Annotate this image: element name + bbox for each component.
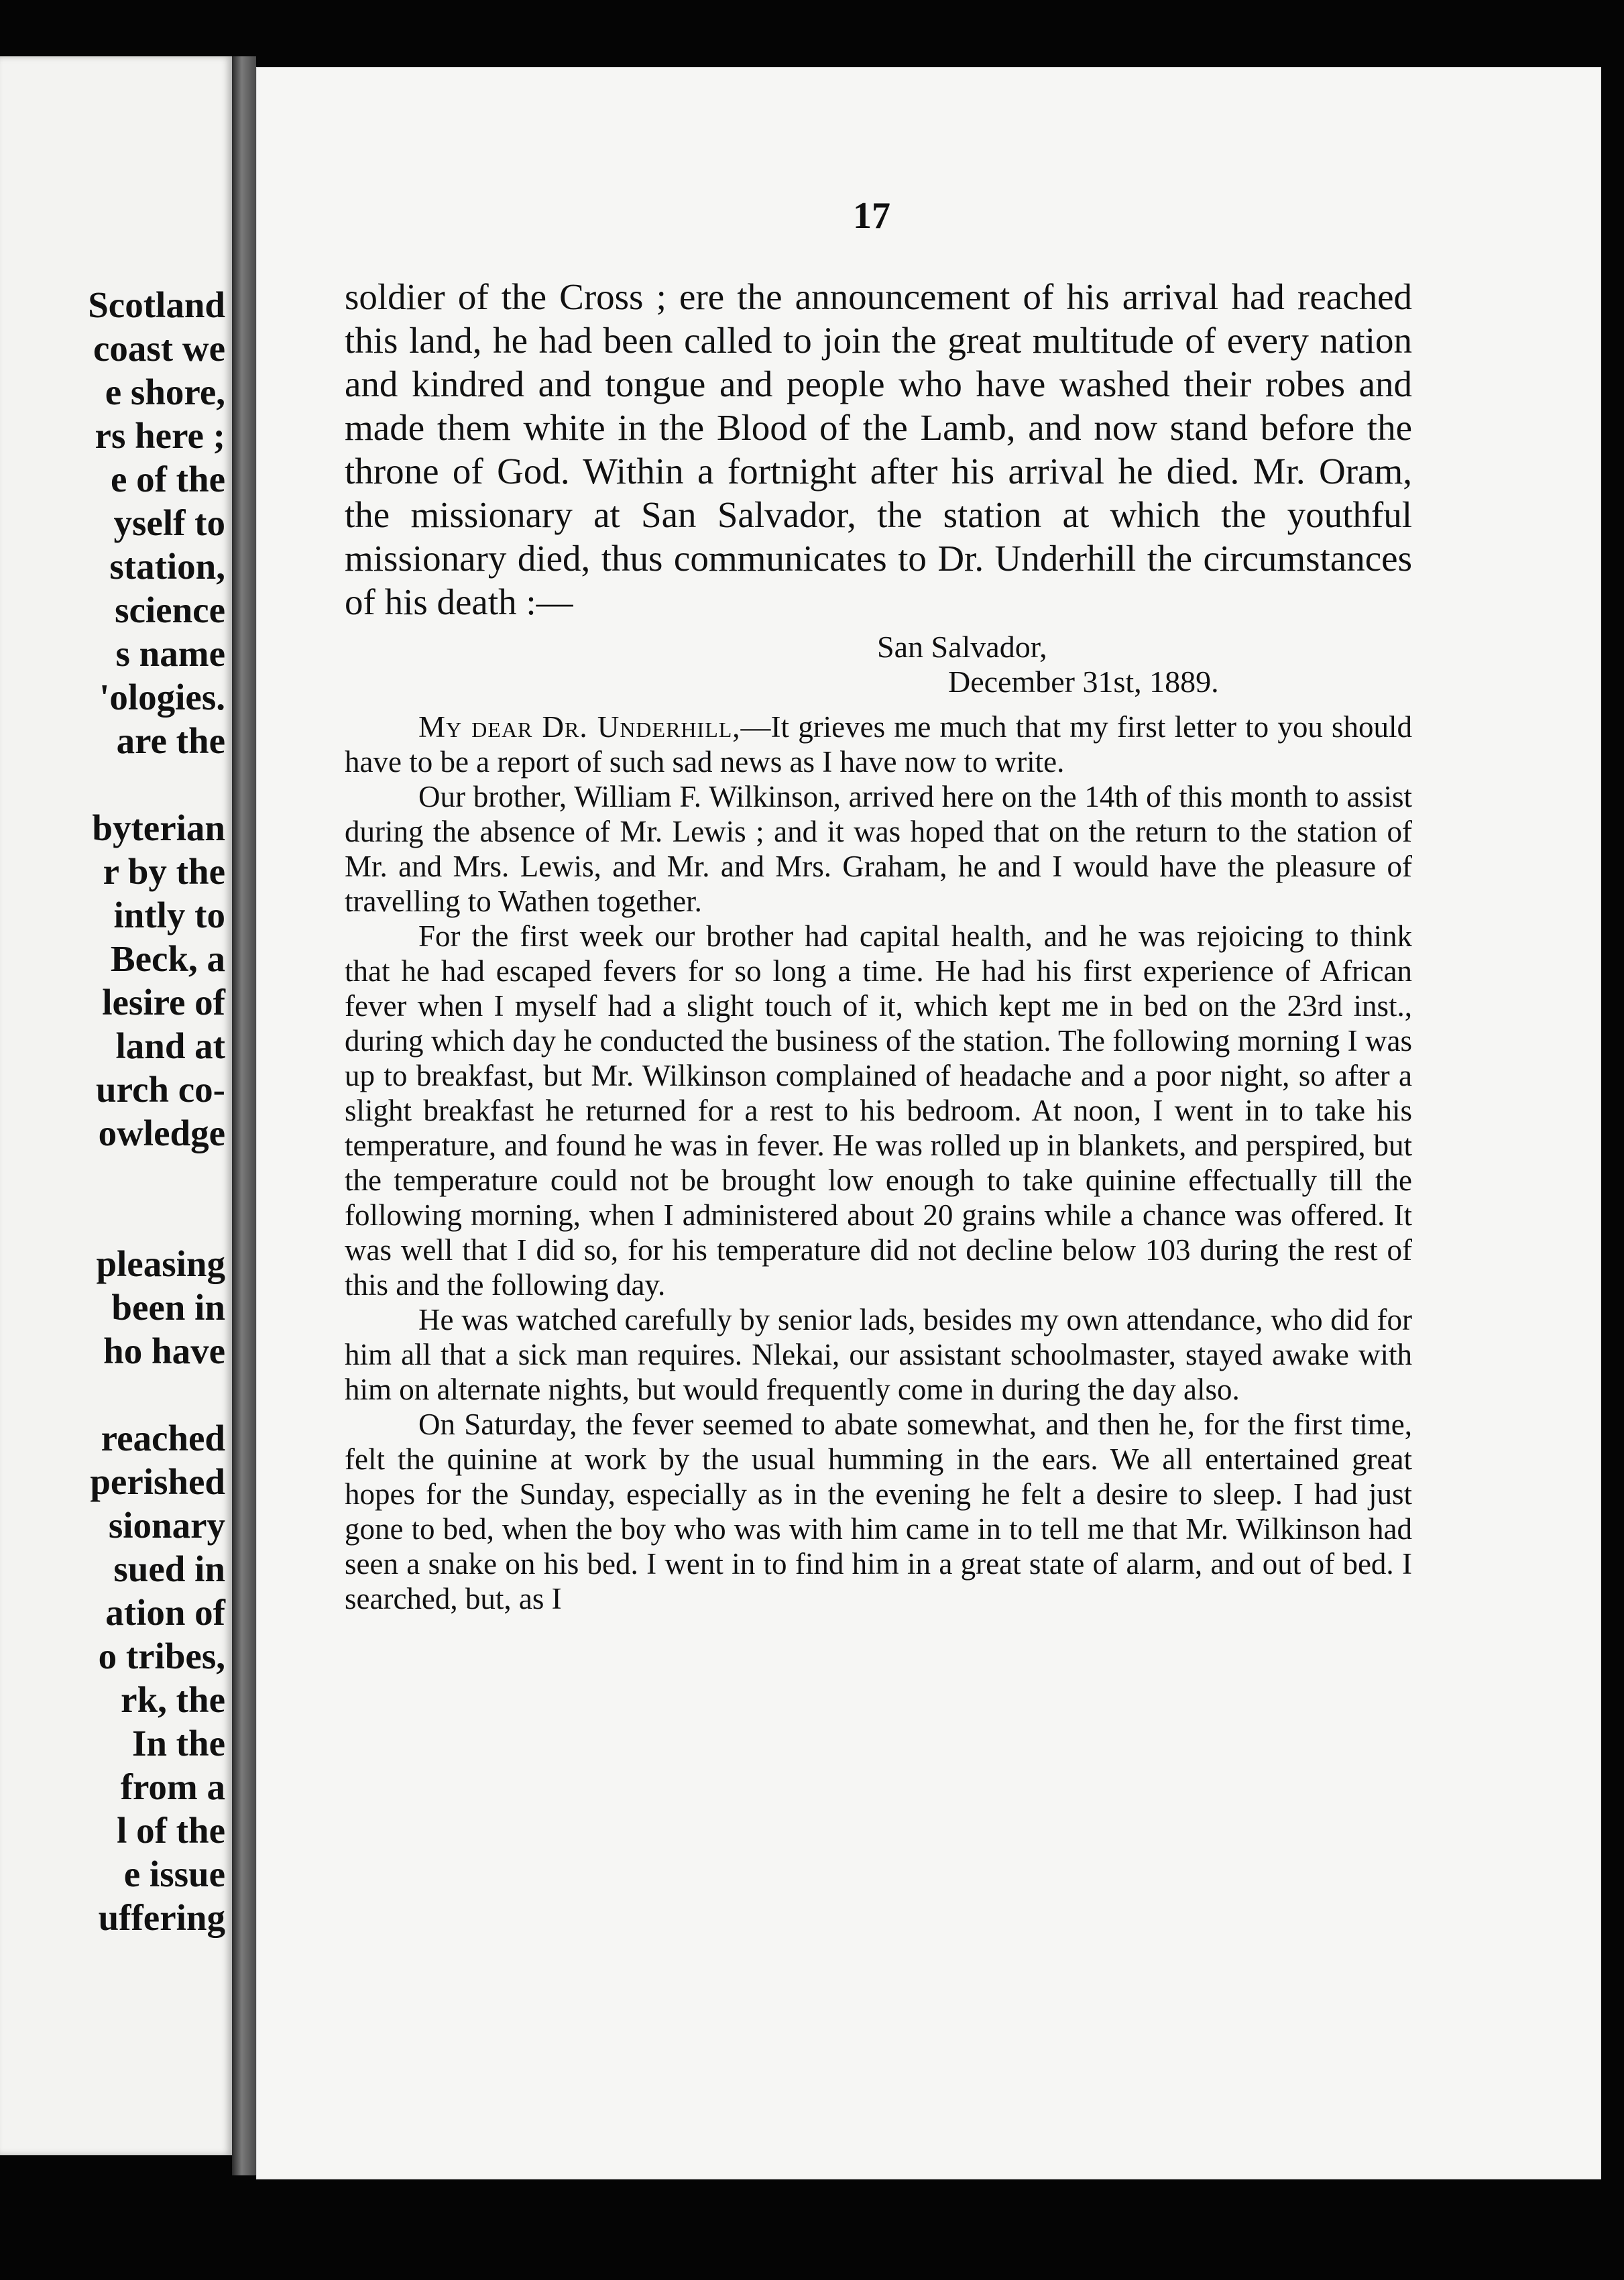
left-page-line: been in [111,1287,225,1328]
left-page-line: Beck, a [110,938,225,979]
left-page-line: e shore, [105,372,225,412]
left-page-line: In the [131,1723,225,1764]
left-page-line: e issue [123,1854,225,1894]
left-page-fragment [0,56,232,2155]
left-page-line: rs here ; [95,415,225,456]
left-page-line: reached [101,1418,225,1459]
letter-date: December 31st, 1889. [948,665,1219,699]
letter-paragraph: For the first week our brother had capital health, and he was rejoicing to think that he had escaped fevers for so long a time. He had his first experience of African fever when I myself had a slight touch of it, which kept me in bed on the 23rd inst., during which day he conducted the business of the station. The following morning I was up to breakfast, but Mr. Wilkinson complained of headache and a poor night, so after a slight breakfast he returned for a rest to his bedroom. At noon, I went in to take his temperature, and found he was in fever. He was rolled up in blankets, and perspired, but the temperature could not be brought low enough to take quinine effectually till the following morning, when I administered about 20 grains while a chance was offered. It was well that I did so, for his temperature did not decline below 103 during the rest of this and the following day. [345,919,1412,1302]
left-page-line: r by the [103,851,225,892]
left-page-line: l of the [117,1810,225,1851]
left-page-line: land at [115,1025,225,1066]
left-page-line: are the [116,720,225,761]
left-page-line: byterian [92,807,225,848]
left-page-line: urch co- [96,1069,225,1110]
page-body [345,275,1412,1616]
left-page-line: o tribes, [98,1636,225,1676]
left-page-line: station, [109,546,225,587]
left-page-line: pleasing [96,1243,225,1284]
intro-block [345,275,1412,624]
left-page-line [0,1155,225,1198]
left-page-line: e of the [110,459,225,500]
letter-paragraph: He was watched carefully by senior lads, besides my own attendance, who did for him all that a sick man requires. Nlekai, our assistant schoolmaster, stayed awake with him on alternate nights, but would frequently come in during the day also. [345,1303,1412,1406]
letter-opening [345,709,1412,779]
left-page-text [0,283,225,1939]
left-page-line: coast we [93,328,225,369]
left-page-line [0,1373,225,1416]
left-page-line: 'ologies. [99,677,225,718]
letter-place: San Salvador, [877,630,1047,664]
right-page [256,67,1601,2179]
intro-paragraph: soldier of the Cross ; ere the announcement of his arrival had reached this land, he had been called to join the great multitude of every nation and kindred and tongue and people who have washed their robes and made them white in the Blood of the Lamb, and now stand before the throne of God. Within a fortnight after his arrival he died. Mr. Oram, the missionary at San Salvador, the station at which the youthful missionary died, thus communicates to Dr. Underhill the circumstances of his death :— [345,276,1412,622]
left-page-line: from a [120,1766,225,1807]
letter-paragraph: On Saturday, the fever seemed to abate somewhat, and then he, for the first time, felt the quinine at work by the usual humming in the ears. We all entertained great hopes for the Sunday, especially as in the evening he felt a desire to sleep. I had just gone to bed, when the boy who was with him came in to tell me that Mr. Wilkinson had seen a snake on his bed. I went in to find him in a great state of alarm, and out of bed. I searched, but, as I [345,1408,1412,1615]
left-page-line: science [115,589,225,630]
left-page-line: sued in [113,1548,225,1589]
left-page-line: perished [90,1461,225,1502]
left-page-line: uffering [98,1897,225,1938]
left-page-line: intly to [113,895,225,935]
book-gutter [232,56,256,2175]
letter-body [345,709,1412,1616]
left-page-line: ation of [105,1592,225,1633]
left-page-line: s name [115,633,225,674]
page-number: 17 [853,195,890,237]
left-page-line: ho have [103,1330,225,1371]
left-page-line: owledge [98,1113,225,1153]
left-page-line: rk, the [121,1679,225,1720]
left-page-line: yself to [113,502,225,543]
letter-salutation: My dear Dr. Underhill, [418,710,741,744]
left-page-line [0,1198,225,1242]
letter-paragraph: Our brother, William F. Wilkinson, arrived here on the 14th of this month to assist during the absence of Mr. Lewis ; and it was hoped that on the return to the station of Mr. and Mrs. Lewis, and Mr. and Mrs. Graham, he and I would have the pleasure of travelling to Wathen together. [345,780,1412,918]
left-page-line: Scotland [88,284,225,325]
letter-dateline [345,629,1412,709]
letter-opening-text: —It grieves me much that my first letter to you should have to be a report of such sad news as I have now to write. [345,710,1413,779]
left-page-line [0,762,225,806]
left-page-line: lesire of [102,982,225,1023]
left-page-line: sionary [108,1505,225,1546]
